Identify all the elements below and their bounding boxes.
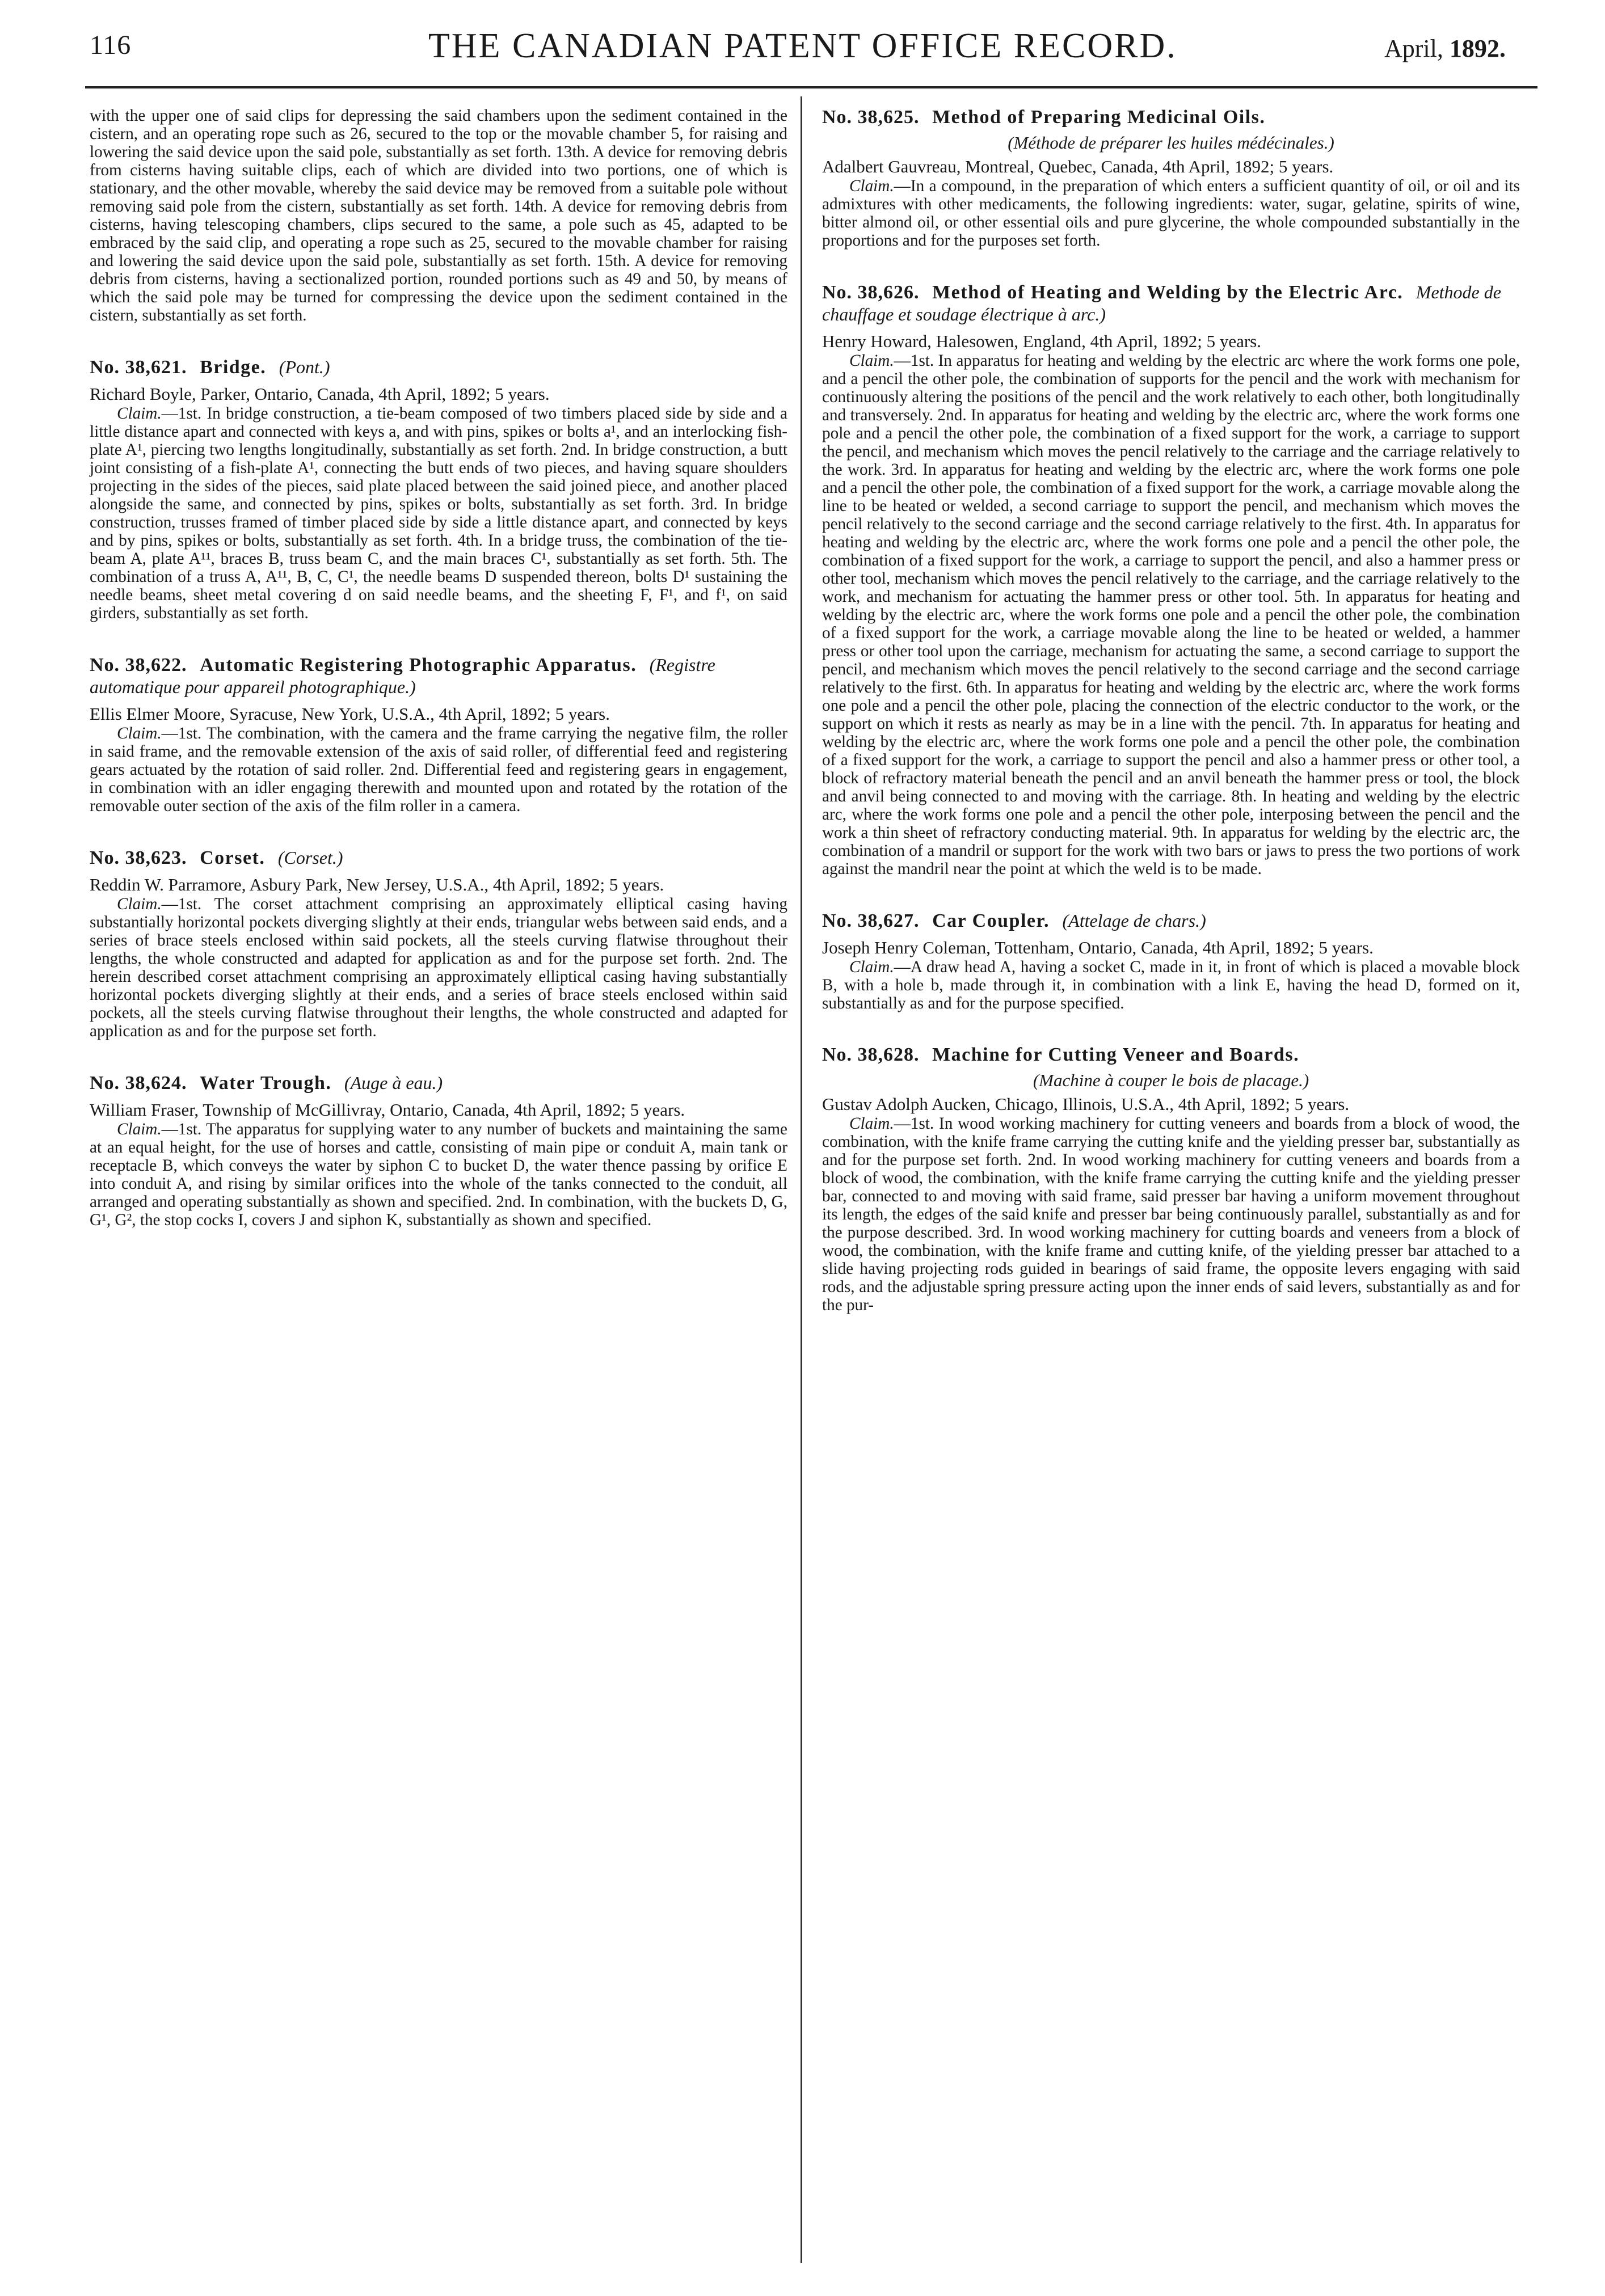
patent-entry-38625 xyxy=(822,107,1520,250)
claim-paragraph xyxy=(822,1115,1520,1314)
patent-title: Water Trough. xyxy=(200,1073,332,1094)
patentee: Richard Boyle, Parker, Ontario, Canada, 4th April, 1892; 5 years. xyxy=(90,384,550,404)
left-column xyxy=(90,107,787,1229)
entry-heading xyxy=(822,910,1520,932)
claim-label: Claim. xyxy=(117,1120,162,1138)
patent-entry-38624 xyxy=(90,1072,787,1229)
column-divider xyxy=(801,96,802,2263)
patent-entry-38621 xyxy=(90,356,787,622)
patentee: William Fraser, Township of McGillivray, Ontario, Canada, 4th April, 1892; 5 years. xyxy=(90,1100,685,1120)
patent-number: No. 38,623. xyxy=(90,847,187,868)
patent-number: No. 38,621. xyxy=(90,357,187,378)
claim-paragraph xyxy=(822,177,1520,250)
claim-text: —In a compound, in the preparation of which enters a sufficient quantity of oil, or oil and its admixtures with other medicaments, the following ingredients: water, sugar, gelatine, spirits of wine, bitter almond oil, or other essential oils and pure glycerine, the whole compounded substantially in the proportions and for the purposes set forth. xyxy=(822,177,1520,250)
patent-french-title: (Auge à eau.) xyxy=(344,1073,443,1093)
claim-label: Claim. xyxy=(117,895,162,913)
patent-entry-38627 xyxy=(822,910,1520,1012)
patentee: Adalbert Gauvreau, Montreal, Quebec, Canada, 4th April, 1892; 5 years. xyxy=(822,157,1334,176)
continuation-text: with the upper one of said clips for depressing the said chambers upon the sediment contained in the cistern, and an operating rope such as 26, secured to the top or the movable chamber 5, for raising and lowering the said device upon the said pole, substantially as set forth. 13th. A device for removing debris from cisterns having suitable clips, each of which are divided into two portions, one of which is stationary, and the other movable, whereby the said device may be removed from a suitable pole without removing said pole from the cistern, substantially as set forth. 14th. A device for removing debris from cisterns, having telescoping chambers, clips secured to the same, a pole such as 45, adapted to be embraced by the said clip, and operating a rope such as 25, secured to the movable chamber for raising and lowering the said device upon the said pole, substantially as set forth. 15th. A device for removing debris from cisterns, having a sectionalized portion, rounded portions such as 49 and 50, by means of which the said pole may be turned for compressing the device upon the sediment contained in the cistern, substantially as set forth. xyxy=(90,107,787,324)
patentee: Gustav Adolph Aucken, Chicago, Illinois, U.S.A., 4th April, 1892; 5 years. xyxy=(822,1094,1350,1114)
page-number: 116 xyxy=(90,30,132,60)
issue-date xyxy=(1384,34,1506,63)
issue-year: 1892. xyxy=(1449,35,1506,62)
header-rule xyxy=(85,86,1537,88)
patent-entry-38623 xyxy=(90,847,787,1040)
patentee: Joseph Henry Coleman, Tottenham, Ontario, Canada, 4th April, 1892; 5 years. xyxy=(822,938,1374,957)
patent-french-title: (Attelage de chars.) xyxy=(1062,910,1206,931)
claim-paragraph xyxy=(90,1120,787,1229)
patent-french-title: (Machine à couper le bois de placage.) xyxy=(1033,1070,1309,1090)
entry-heading xyxy=(822,107,1520,128)
claim-text: —1st. In wood working machinery for cutting veneers and boards from a block of wood, the combination, with the knife frame carrying the cutting knife and the yielding presser bar, substantially as and for the purpose set forth. 2nd. In wood working machinery for cutting veneers and boards from a block of wood, the combination, with the knife frame carrying the cutting knife and the yielding presser bar, connected to and moving with said frame, said presser bar having a uniform movement throughout its length, the edges of the said knife and presser bar being continuously parallel, substantially as and for the purpose described. 3rd. In wood working machinery for cutting boards and veneers from a block of wood, the combination, with the knife frame and cutting knife, of the yielding presser bar attached to a slide having projecting rods guided in bearings of said frame, the opposite levers engaging with said rods, and the adjustable spring pressure acting upon the inner ends of said levers, substantially as and for the pur- xyxy=(822,1115,1520,1314)
claim-label: Claim. xyxy=(849,1115,894,1133)
entry-heading xyxy=(822,1044,1520,1066)
claim-paragraph xyxy=(822,958,1520,1012)
patent-number: No. 38,626. xyxy=(822,282,920,303)
claim-text: —1st. The corset attachment comprising an approximately elliptical casing having substantially horizontal pockets diverging slightly at their ends, triangular webs between said ends, and a series of brace steels enclosed within said pockets, all the steels curving flatwise throughout their lengths, the whole constructed and adapted for application as and for the purpose set forth. 2nd. The herein described corset attachment comprising an approximately elliptical casing having substantially horizontal pockets diverging slightly at their ends, and a series of brace steels enclosed within said pockets, all the steels curving flatwise throughout their lengths, the whole constructed and adapted for application as and for the purpose set forth. xyxy=(90,895,787,1040)
entry-heading xyxy=(90,356,787,378)
patent-title: Bridge. xyxy=(200,357,267,378)
patent-entry-38626 xyxy=(822,281,1520,878)
patent-number: No. 38,627. xyxy=(822,910,920,931)
publication-title: THE CANADIAN PATENT OFFICE RECORD. xyxy=(428,27,1177,65)
entry-heading xyxy=(90,654,787,698)
patent-title: Car Coupler. xyxy=(932,910,1050,931)
entry-heading xyxy=(90,847,787,869)
claim-paragraph xyxy=(90,724,787,815)
patent-title: Automatic Registering Photographic Apparatus. xyxy=(200,655,637,676)
patent-number: No. 38,628. xyxy=(822,1044,920,1065)
patent-number: No. 38,624. xyxy=(90,1073,187,1094)
patent-entry-38628 xyxy=(822,1044,1520,1314)
entry-heading xyxy=(822,281,1520,326)
patentee: Henry Howard, Halesowen, England, 4th April, 1892; 5 years. xyxy=(822,331,1261,351)
claim-label: Claim. xyxy=(849,177,894,195)
claim-text: —1st. In apparatus for heating and welding by the electric arc where the work forms one pole, and a pencil the other pole, the combination of supports for the pencil and the work with mechanism for continuously altering the positions of the pencil and the work relatively to each other, both longitudinally and transversely. 2nd. In apparatus for heating and welding by the electric arc, where the work forms one pole and a pencil the other pole, the combination of a fixed support for the work, a carriage to support the pencil, and mechanism which moves the pencil relatively to the carriage and the carriage relatively to the work. 3rd. In apparatus for heating and welding by the electric arc, where the work forms one pole and a pencil the other pole, the combination of a fixed support for the work, a carriage movable along the line to be heated or welded, a second carriage to support the pencil, and mechanism which moves the pencil relatively to the second carriage and the second carriage relatively to the first. 4th. In apparatus for heating and welding by the electric arc, where the work forms one pole and a pencil the other pole, the combination of a fixed support for the work, a carriage to support the pencil, and also a hammer press or other tool, mechanism which moves the pencil relatively to the carriage, and the carriage relatively to the work, and mechanism for actuating the hammer press or other tool. 5th. In apparatus for heating and welding by the electric arc, where the work forms one pole and a pencil the other pole, the combination of a fixed support for the work, a carriage movable along the line to be heated or welded, a hammer press or other tool upon the carriage, mechanism for actuating the same, a second carriage to support the pencil, and mechanism which moves the pencil relatively to the second carriage and the second carriage relatively to the first. 6th. In apparatus for heating and welding by the electric arc, where the work forms one pole and a pencil the other pole, placing the connection of the electric conductor to the work, or the support on which it rests as nearly as may be in a line with the pencil. 7th. In apparatus for heating and welding by the electric arc, where the work forms one pole and a pencil the other pole, the combination of a fixed support for the work, a carriage to support the pencil and also a hammer press or other tool, a block of refractory material beneath the pencil and an anvil beneath the hammer press or tool, the block and anvil being connected to and moving with the carriage. 8th. In heating and welding by the electric arc, where the work forms one pole and a pencil the other pole, interposing between the pencil and the work a thin sheet of refractory conducting material. 9th. In apparatus for welding by the electric arc, the combination of a mandril or support for the work with two bars or jaws to press the two portions of work against the mandril near the point at which the weld is to be made. xyxy=(822,352,1520,878)
patent-french-title: (Méthode de préparer les huiles médécinales.) xyxy=(1008,133,1334,153)
patent-title: Method of Preparing Medicinal Oils. xyxy=(932,107,1266,128)
patent-title: Corset. xyxy=(200,847,266,868)
patent-title: Machine for Cutting Veneer and Boards. xyxy=(932,1044,1300,1065)
patent-entry-38622 xyxy=(90,654,787,815)
entry-heading xyxy=(90,1072,787,1094)
patentee: Ellis Elmer Moore, Syracuse, New York, U.S.A., 4th April, 1892; 5 years. xyxy=(90,704,610,724)
claim-paragraph xyxy=(822,352,1520,878)
patent-number: No. 38,625. xyxy=(822,107,920,128)
claim-label: Claim. xyxy=(117,724,162,742)
claim-text: —A draw head A, having a socket C, made in it, in front of which is placed a movable block B, with a hole b, made through it, in combination with a link E, having the head D, formed on it, substantially as and for the purpose specified. xyxy=(822,958,1520,1012)
patent-number: No. 38,622. xyxy=(90,655,187,676)
claim-label: Claim. xyxy=(849,958,894,976)
right-column xyxy=(822,107,1520,1314)
claim-text: —1st. The apparatus for supplying water to any number of buckets and maintaining the same at an equal height, for the use of horses and cattle, consisting of main pipe or conduit A, main tank or receptacle B, which conveys the water by siphon C to bucket D, the water thence passing by orifice E into conduit A, and rising by similar orifices into the whole of the tanks connected to the conduit, all arranged and operating substantially as shown and specified. 2nd. In combination, with the buckets D, G, G¹, G², the stop cocks I, covers J and siphon K, substantially as shown and specified. xyxy=(90,1120,787,1229)
claim-paragraph xyxy=(90,404,787,622)
patent-title: Method of Heating and Welding by the Electric Arc. xyxy=(932,282,1404,303)
patent-french-title: (Corset.) xyxy=(277,847,343,868)
claim-text: —1st. In bridge construction, a tie-beam composed of two timbers placed side by side and a little distance apart and connected with keys a, and with pins, spikes or bolts a¹, and an interlocking fish-plate A¹, piercing two lengths longitudinally, substantially as set forth. 2nd. In bridge construction, a butt joint consisting of a fish-plate A¹, connecting the butt ends of two pieces, and having square shoulders projecting in the sides of the pieces, said plate placed between the said joined piece, and another placed alongside the same, and connected by pins, spikes or bolts, substantially as set forth. 3rd. In bridge construction, trusses framed of timber placed side by side a little distance apart, and connected by keys and by pins, spikes or bolts, substantially as set forth. 4th. In a bridge truss, the combination of the tie-beam A, plate A¹¹, braces B, truss beam C, and the main braces C¹, substantially as set forth. 5th. The combination of a truss A, A¹¹, B, C, C¹, the needle beams D suspended thereon, bolts D¹ sustaining the needle beams, sheet metal covering d on said needle beams, and the sheeting F, F¹, and f¹, on said girders, substantially as set forth. xyxy=(90,404,787,622)
claim-label: Claim. xyxy=(117,404,162,423)
patent-french-title: (Registre automatique pour appareil photographique.) xyxy=(90,655,715,697)
claim-text: —1st. The combination, with the camera and the frame carrying the negative film, the roller in said frame, and the removable extension of the axis of said roller, of differential feed and registering gears actuated by the rotation of said roller. 2nd. Differential feed and registering gears in engagement, in combination with an idler engaging therewith and mounted upon and rotated by the rotation of the removable outer section of the axis of the film roller in a camera. xyxy=(90,724,787,815)
issue-month: April, xyxy=(1384,35,1443,62)
claim-label: Claim. xyxy=(849,352,894,370)
claim-paragraph xyxy=(90,895,787,1040)
patent-french-title: (Pont.) xyxy=(279,357,330,377)
patentee: Reddin W. Parramore, Asbury Park, New Jersey, U.S.A., 4th April, 1892; 5 years. xyxy=(90,875,664,894)
patent-french-title: Methode de chauffage et soudage électrique à arc.) xyxy=(822,282,1501,324)
